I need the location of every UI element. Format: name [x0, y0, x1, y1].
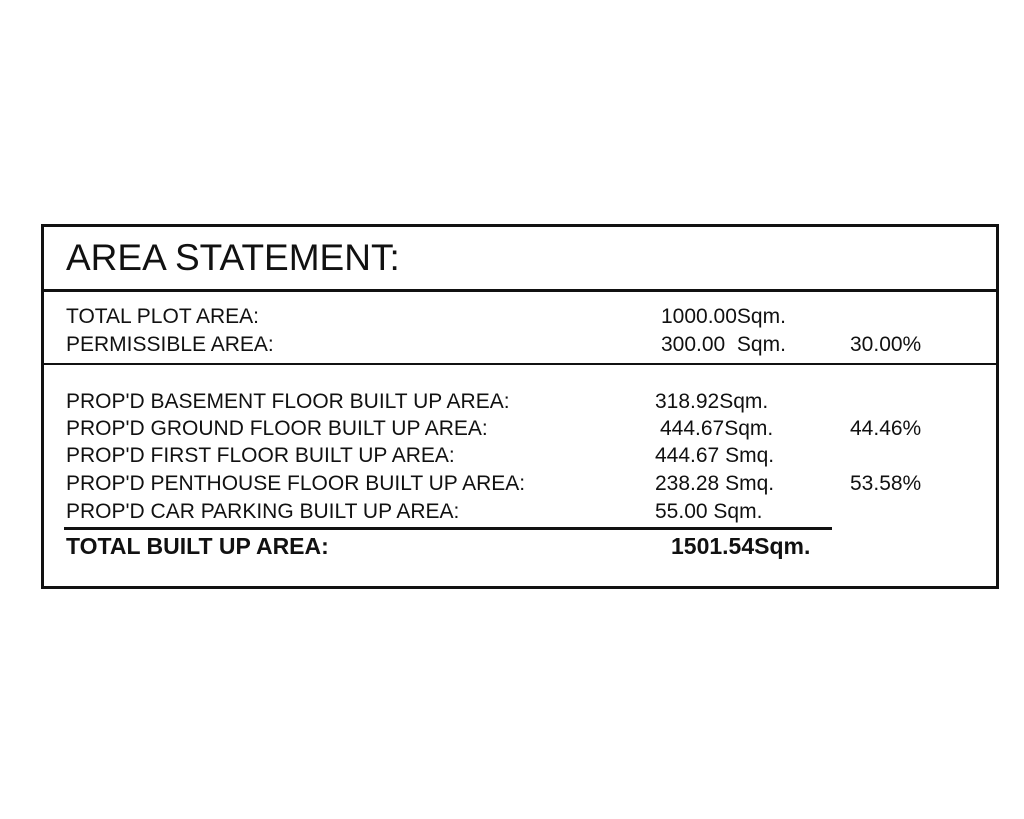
built-up-area-section [44, 365, 996, 589]
row-percent: 30.00% [850, 333, 922, 356]
total-value: 1501.54Sqm. [671, 533, 811, 559]
row-value: 318.92Sqm. [655, 390, 769, 413]
car-parking-row [44, 498, 996, 525]
title-row [44, 227, 996, 292]
row-label: PROP'D CAR PARKING BUILT UP AREA: [66, 500, 460, 523]
row-label: PERMISSIBLE AREA: [66, 333, 274, 356]
row-label: PROP'D BASEMENT FLOOR BUILT UP AREA: [66, 390, 510, 413]
row-value: 1000.00Sqm. [661, 305, 786, 328]
area-statement-table [41, 224, 999, 589]
row-label: PROP'D GROUND FLOOR BUILT UP AREA: [66, 417, 488, 440]
ground-floor-row [44, 415, 996, 442]
row-value: 55.00 Sqm. [655, 500, 763, 523]
plot-area-section [44, 292, 996, 365]
row-label: TOTAL PLOT AREA: [66, 305, 259, 328]
penthouse-floor-row [44, 470, 996, 497]
row-value: 444.67Sqm. [660, 417, 774, 440]
permissible-area-row [44, 331, 996, 358]
row-label: PROP'D PENTHOUSE FLOOR BUILT UP AREA: [66, 472, 526, 495]
total-plot-area-row [44, 303, 996, 330]
total-built-up-area-row [44, 532, 996, 560]
row-value: 444.67 Smq. [655, 444, 775, 467]
row-label: PROP'D FIRST FLOOR BUILT UP AREA: [66, 444, 455, 467]
first-floor-row [44, 442, 996, 469]
total-label: TOTAL BUILT UP AREA: [66, 533, 329, 559]
row-percent: 44.46% [850, 417, 922, 440]
row-value: 238.28 Smq. [655, 472, 775, 495]
area-statement-title: AREA STATEMENT: [66, 237, 400, 278]
row-value: 300.00 Sqm. [661, 333, 786, 356]
basement-floor-row [44, 388, 996, 415]
row-percent: 53.58% [850, 472, 922, 495]
total-underline [64, 527, 832, 530]
